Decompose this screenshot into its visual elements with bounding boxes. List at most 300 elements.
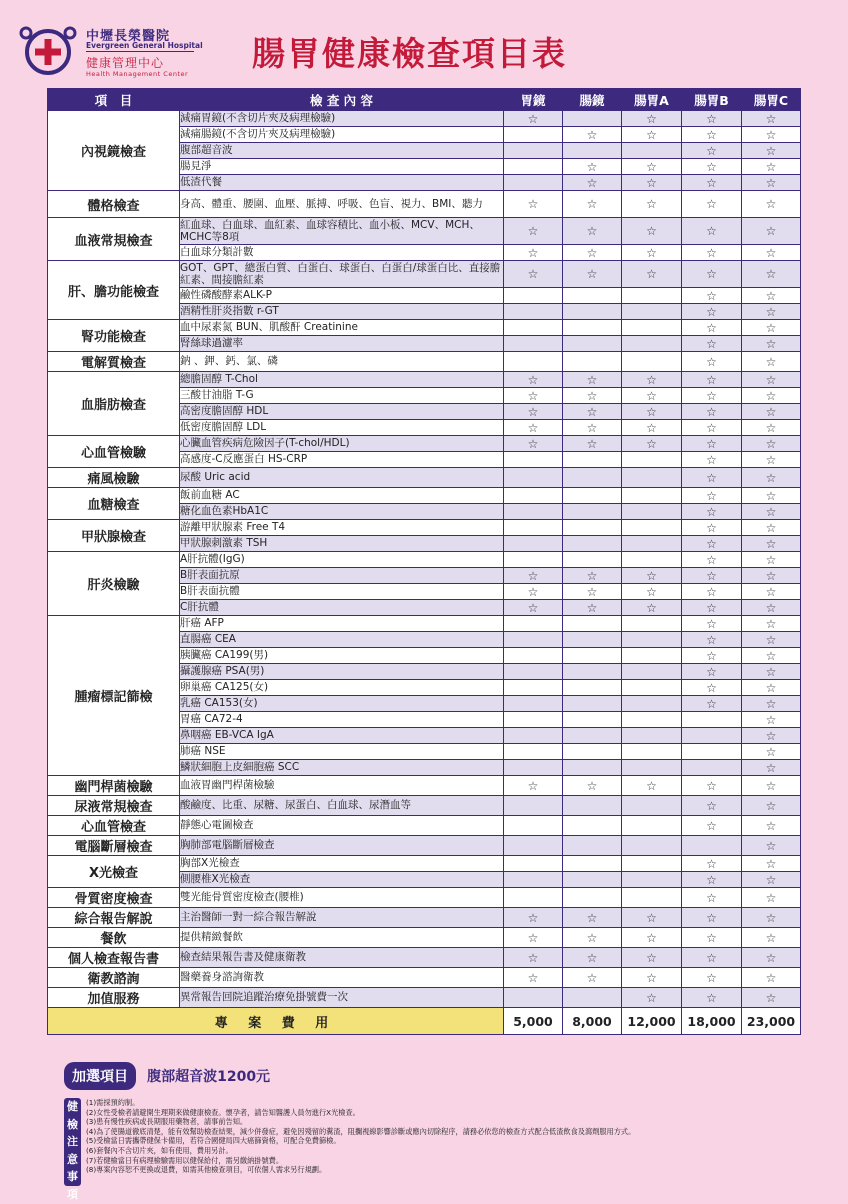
empty-mark	[622, 728, 682, 744]
star-mark: ☆	[504, 776, 563, 796]
star-mark: ☆	[742, 568, 801, 584]
table-row	[48, 352, 801, 372]
empty-mark	[504, 856, 563, 872]
table-row	[48, 191, 801, 218]
item-cell: 鈉 、鉀、鈣、氯、磷	[180, 352, 504, 372]
table-row	[48, 888, 801, 908]
item-cell: 胃癌 CA72-4	[180, 712, 504, 728]
note-item: (8)專案內容恕不更換或退費，如需其他檢查項目，可依個人需求另行規劃。	[86, 1165, 327, 1175]
addon-text: 腹部超音波1200元	[147, 1069, 271, 1085]
empty-mark	[504, 488, 563, 504]
empty-mark	[563, 632, 622, 648]
star-mark: ☆	[682, 372, 742, 388]
category-cell: 骨質密度檢查	[48, 888, 180, 908]
item-cell: GOT、GPT、總蛋白質、白蛋白、球蛋白、白蛋白/球蛋白比、直接膽紅素、間接膽紅素	[180, 261, 504, 288]
star-mark: ☆	[682, 436, 742, 452]
item-cell: 低渣代餐	[180, 175, 504, 191]
table-row	[48, 111, 801, 127]
star-mark: ☆	[682, 127, 742, 143]
star-mark: ☆	[682, 816, 742, 836]
star-mark: ☆	[682, 352, 742, 372]
star-mark: ☆	[504, 568, 563, 584]
star-mark: ☆	[622, 776, 682, 796]
star-mark: ☆	[622, 584, 682, 600]
empty-mark	[504, 836, 563, 856]
star-mark: ☆	[563, 191, 622, 218]
star-mark: ☆	[742, 175, 801, 191]
header-divider	[86, 51, 194, 52]
item-cell: 攝護腺癌 PSA(男)	[180, 664, 504, 680]
empty-mark	[563, 143, 622, 159]
table-row	[48, 968, 801, 988]
star-mark: ☆	[563, 948, 622, 968]
star-mark: ☆	[682, 218, 742, 245]
star-mark: ☆	[504, 111, 563, 127]
star-mark: ☆	[563, 420, 622, 436]
item-cell: 胰臟癌 CA199(男)	[180, 648, 504, 664]
empty-mark	[504, 127, 563, 143]
empty-mark	[622, 352, 682, 372]
item-cell: 紅血球、白血球、血紅素、血球容積比、血小板、MCV、MCH、MCHC等8項	[180, 218, 504, 245]
star-mark: ☆	[622, 908, 682, 928]
empty-mark	[563, 796, 622, 816]
price-cell: 8,000	[563, 1008, 622, 1035]
item-cell: 血中尿素氮 BUN、肌酸酐 Creatinine	[180, 320, 504, 336]
star-mark: ☆	[504, 245, 563, 261]
star-mark: ☆	[742, 776, 801, 796]
empty-mark	[504, 760, 563, 776]
empty-mark	[563, 856, 622, 872]
star-mark: ☆	[682, 680, 742, 696]
star-mark: ☆	[622, 127, 682, 143]
header-content: 檢 查 內 容	[180, 89, 504, 111]
empty-mark	[622, 336, 682, 352]
star-mark: ☆	[563, 127, 622, 143]
star-mark: ☆	[563, 261, 622, 288]
header-colonoscopy: 腸鏡	[563, 89, 622, 111]
table-row	[48, 520, 801, 536]
empty-mark	[504, 143, 563, 159]
star-mark: ☆	[742, 744, 801, 760]
star-mark: ☆	[742, 908, 801, 928]
star-mark: ☆	[742, 159, 801, 175]
star-mark: ☆	[682, 336, 742, 352]
star-mark: ☆	[742, 404, 801, 420]
star-mark: ☆	[742, 436, 801, 452]
star-mark: ☆	[682, 584, 742, 600]
table-row	[48, 908, 801, 928]
table-row	[48, 616, 801, 632]
empty-mark	[504, 888, 563, 908]
star-mark: ☆	[742, 948, 801, 968]
star-mark: ☆	[742, 536, 801, 552]
item-cell: A肝抗體(IgG)	[180, 552, 504, 568]
empty-mark	[563, 111, 622, 127]
empty-mark	[504, 159, 563, 175]
star-mark: ☆	[682, 261, 742, 288]
table-row	[48, 261, 801, 288]
empty-mark	[622, 488, 682, 504]
star-mark: ☆	[563, 245, 622, 261]
item-cell: 腸見淨	[180, 159, 504, 175]
category-cell: 肝、膽功能檢查	[48, 261, 180, 320]
star-mark: ☆	[682, 632, 742, 648]
star-mark: ☆	[742, 336, 801, 352]
header-package-c: 腸胃C	[742, 89, 801, 111]
empty-mark	[622, 744, 682, 760]
star-mark: ☆	[504, 908, 563, 928]
empty-mark	[622, 760, 682, 776]
empty-mark	[504, 632, 563, 648]
empty-mark	[622, 856, 682, 872]
star-mark: ☆	[682, 288, 742, 304]
star-mark: ☆	[622, 404, 682, 420]
empty-mark	[504, 616, 563, 632]
empty-mark	[563, 712, 622, 728]
item-cell: 腹部超音波	[180, 143, 504, 159]
star-mark: ☆	[742, 143, 801, 159]
category-cell: X光檢查	[48, 856, 180, 888]
empty-mark	[563, 468, 622, 488]
item-cell: 心臟血管疾病危險因子(T-chol/HDL)	[180, 436, 504, 452]
item-cell: 腎絲球過濾率	[180, 336, 504, 352]
empty-mark	[622, 632, 682, 648]
empty-mark	[622, 796, 682, 816]
item-cell: 肝癌 AFP	[180, 616, 504, 632]
item-cell: 總膽固醇 T-Chol	[180, 372, 504, 388]
empty-mark	[622, 536, 682, 552]
price-cell: 5,000	[504, 1008, 563, 1035]
item-cell: 醫藥養身諮詢衛教	[180, 968, 504, 988]
star-mark: ☆	[682, 388, 742, 404]
star-mark: ☆	[504, 436, 563, 452]
empty-mark	[504, 452, 563, 468]
star-mark: ☆	[742, 988, 801, 1008]
empty-mark	[504, 304, 563, 320]
star-mark: ☆	[622, 948, 682, 968]
category-cell: 血脂肪檢查	[48, 372, 180, 436]
star-mark: ☆	[682, 420, 742, 436]
empty-mark	[682, 744, 742, 760]
star-mark: ☆	[682, 648, 742, 664]
price-cell: 18,000	[682, 1008, 742, 1035]
star-mark: ☆	[682, 111, 742, 127]
star-mark: ☆	[742, 488, 801, 504]
empty-mark	[504, 712, 563, 728]
empty-mark	[682, 760, 742, 776]
notes-tag: 健檢注意事項	[64, 1098, 81, 1186]
star-mark: ☆	[563, 776, 622, 796]
empty-mark	[504, 664, 563, 680]
empty-mark	[622, 552, 682, 568]
empty-mark	[622, 712, 682, 728]
star-mark: ☆	[742, 836, 801, 856]
center-name: 健康管理中心	[86, 56, 165, 70]
empty-mark	[563, 872, 622, 888]
category-cell: 血液常規檢查	[48, 218, 180, 261]
table-header-row	[48, 89, 801, 111]
notes-list	[86, 1098, 826, 1175]
note-item: (3)患有慢性疾病或長期服用藥物者，請事前告知。	[86, 1117, 248, 1127]
page-title: 腸胃健康檢查項目表	[252, 34, 567, 73]
category-cell: 腎功能檢查	[48, 320, 180, 352]
star-mark: ☆	[682, 888, 742, 908]
star-mark: ☆	[622, 111, 682, 127]
addon-section	[64, 1062, 270, 1090]
star-mark: ☆	[563, 388, 622, 404]
hospital-logo-icon	[18, 24, 78, 76]
category-cell: 心血管檢驗	[48, 436, 180, 468]
empty-mark	[622, 304, 682, 320]
star-mark: ☆	[622, 388, 682, 404]
empty-mark	[504, 988, 563, 1008]
star-mark: ☆	[622, 988, 682, 1008]
star-mark: ☆	[742, 760, 801, 776]
star-mark: ☆	[742, 352, 801, 372]
star-mark: ☆	[742, 728, 801, 744]
table-row	[48, 796, 801, 816]
item-cell: 白血球分類計數	[180, 245, 504, 261]
item-cell: 鹼性磷酸酵素ALK-P	[180, 288, 504, 304]
star-mark: ☆	[504, 261, 563, 288]
star-mark: ☆	[682, 191, 742, 218]
item-cell: 高密度膽固醇 HDL	[180, 404, 504, 420]
empty-mark	[622, 872, 682, 888]
empty-mark	[563, 888, 622, 908]
empty-mark	[504, 696, 563, 712]
item-cell: 檢查結果報告書及健康衛教	[180, 948, 504, 968]
empty-mark	[563, 680, 622, 696]
item-cell: 糖化血色素HbA1C	[180, 504, 504, 520]
empty-mark	[563, 988, 622, 1008]
empty-mark	[682, 728, 742, 744]
star-mark: ☆	[622, 968, 682, 988]
star-mark: ☆	[682, 320, 742, 336]
star-mark: ☆	[563, 436, 622, 452]
star-mark: ☆	[742, 696, 801, 712]
star-mark: ☆	[682, 968, 742, 988]
item-cell: 酒精性肝炎指數 r-GT	[180, 304, 504, 320]
star-mark: ☆	[742, 372, 801, 388]
star-mark: ☆	[742, 245, 801, 261]
star-mark: ☆	[742, 504, 801, 520]
empty-mark	[622, 816, 682, 836]
star-mark: ☆	[742, 632, 801, 648]
star-mark: ☆	[742, 468, 801, 488]
item-cell: 異常報告回院追蹤治療免掛號費一次	[180, 988, 504, 1008]
empty-mark	[563, 320, 622, 336]
hospital-name-en: Evergreen General Hospital	[86, 41, 203, 50]
star-mark: ☆	[742, 968, 801, 988]
star-mark: ☆	[682, 856, 742, 872]
item-cell: B肝表面抗原	[180, 568, 504, 584]
star-mark: ☆	[742, 111, 801, 127]
star-mark: ☆	[742, 888, 801, 908]
empty-mark	[622, 468, 682, 488]
star-mark: ☆	[742, 520, 801, 536]
empty-mark	[563, 352, 622, 372]
star-mark: ☆	[622, 928, 682, 948]
item-cell: 胸肺部電腦斷層檢查	[180, 836, 504, 856]
empty-mark	[622, 648, 682, 664]
star-mark: ☆	[742, 261, 801, 288]
star-mark: ☆	[742, 320, 801, 336]
star-mark: ☆	[504, 191, 563, 218]
item-cell: 鱗狀細胞上皮細胞癌 SCC	[180, 760, 504, 776]
star-mark: ☆	[682, 175, 742, 191]
empty-mark	[563, 696, 622, 712]
star-mark: ☆	[622, 175, 682, 191]
item-cell: 鼻咽癌 EB-VCA IgA	[180, 728, 504, 744]
star-mark: ☆	[742, 552, 801, 568]
star-mark: ☆	[622, 600, 682, 616]
star-mark: ☆	[504, 928, 563, 948]
star-mark: ☆	[682, 552, 742, 568]
empty-mark	[504, 352, 563, 372]
empty-mark	[563, 288, 622, 304]
star-mark: ☆	[682, 304, 742, 320]
empty-mark	[622, 288, 682, 304]
empty-mark	[563, 648, 622, 664]
empty-mark	[682, 712, 742, 728]
table-row	[48, 776, 801, 796]
star-mark: ☆	[622, 436, 682, 452]
item-cell: 減痛腸鏡(不含切片夾及病理檢驗)	[180, 127, 504, 143]
header-gastroscopy: 胃鏡	[504, 89, 563, 111]
item-cell: C肝抗體	[180, 600, 504, 616]
category-cell: 衛教諮詢	[48, 968, 180, 988]
star-mark: ☆	[682, 948, 742, 968]
empty-mark	[622, 836, 682, 856]
item-cell: 甲狀腺刺激素 TSH	[180, 536, 504, 552]
star-mark: ☆	[682, 520, 742, 536]
star-mark: ☆	[622, 568, 682, 584]
empty-mark	[622, 664, 682, 680]
item-cell: 胸部X光檢查	[180, 856, 504, 872]
star-mark: ☆	[563, 968, 622, 988]
table-row	[48, 552, 801, 568]
empty-mark	[563, 728, 622, 744]
star-mark: ☆	[742, 584, 801, 600]
item-cell: 提供精緻餐飲	[180, 928, 504, 948]
empty-mark	[563, 536, 622, 552]
item-cell: 靜態心電圖檢查	[180, 816, 504, 836]
empty-mark	[563, 304, 622, 320]
star-mark: ☆	[682, 908, 742, 928]
star-mark: ☆	[682, 696, 742, 712]
item-cell: 飯前血糖 AC	[180, 488, 504, 504]
table-row	[48, 320, 801, 336]
item-cell: 卵巢癌 CA125(女)	[180, 680, 504, 696]
category-cell: 腫瘤標記篩檢	[48, 616, 180, 776]
checkup-table	[47, 88, 801, 1035]
empty-mark	[504, 872, 563, 888]
item-cell: 肺癌 NSE	[180, 744, 504, 760]
empty-mark	[563, 488, 622, 504]
item-cell: 側腰椎X光檢查	[180, 872, 504, 888]
category-cell: 電解質檢查	[48, 352, 180, 372]
note-item: (1)需採預約制。	[86, 1098, 140, 1107]
star-mark: ☆	[682, 928, 742, 948]
item-cell: 游離甲狀腺素 Free T4	[180, 520, 504, 536]
item-cell: 低密度膽固醇 LDL	[180, 420, 504, 436]
empty-mark	[504, 175, 563, 191]
item-cell: 直腸癌 CEA	[180, 632, 504, 648]
star-mark: ☆	[742, 872, 801, 888]
star-mark: ☆	[742, 680, 801, 696]
empty-mark	[504, 796, 563, 816]
empty-mark	[504, 336, 563, 352]
empty-mark	[563, 816, 622, 836]
star-mark: ☆	[622, 420, 682, 436]
star-mark: ☆	[682, 404, 742, 420]
star-mark: ☆	[622, 245, 682, 261]
star-mark: ☆	[742, 218, 801, 245]
star-mark: ☆	[504, 600, 563, 616]
empty-mark	[563, 504, 622, 520]
empty-mark	[622, 696, 682, 712]
table-row	[48, 468, 801, 488]
note-item: (6)套餐內不含切片夾，如有使用，費用另計。	[86, 1145, 233, 1155]
table-row	[48, 218, 801, 245]
empty-mark	[622, 680, 682, 696]
item-cell: 酸鹼度、比重、尿糖、尿蛋白、白血球、尿潛血等	[180, 796, 504, 816]
category-cell: 個人檢查報告書	[48, 948, 180, 968]
price-cell: 12,000	[622, 1008, 682, 1035]
category-cell: 幽門桿菌檢驗	[48, 776, 180, 796]
item-cell: 雙光能骨質密度檢查(腰椎)	[180, 888, 504, 908]
star-mark: ☆	[682, 468, 742, 488]
star-mark: ☆	[682, 536, 742, 552]
star-mark: ☆	[682, 452, 742, 468]
empty-mark	[622, 320, 682, 336]
table-row	[48, 488, 801, 504]
star-mark: ☆	[742, 388, 801, 404]
category-cell: 內視鏡檢查	[48, 111, 180, 191]
star-mark: ☆	[563, 600, 622, 616]
note-item: (2)女性受檢者請避開生理期來做健康檢查。懷孕者，請告知醫護人員勿進行X光檢查。	[86, 1107, 360, 1117]
star-mark: ☆	[504, 968, 563, 988]
empty-mark	[504, 552, 563, 568]
category-cell: 綜合報告解說	[48, 908, 180, 928]
category-cell: 痛風檢驗	[48, 468, 180, 488]
star-mark: ☆	[504, 404, 563, 420]
center-name-en: Health Management Center	[86, 70, 189, 78]
star-mark: ☆	[563, 584, 622, 600]
star-mark: ☆	[682, 600, 742, 616]
empty-mark	[504, 648, 563, 664]
star-mark: ☆	[504, 948, 563, 968]
empty-mark	[622, 616, 682, 632]
addon-badge: 加選項目	[64, 1062, 136, 1090]
category-cell: 電腦斷層檢查	[48, 836, 180, 856]
item-cell: 尿酸 Uric acid	[180, 468, 504, 488]
table-row	[48, 928, 801, 948]
star-mark: ☆	[742, 420, 801, 436]
star-mark: ☆	[742, 452, 801, 468]
empty-mark	[563, 336, 622, 352]
fee-label: 專 案 費 用	[48, 1008, 504, 1035]
empty-mark	[622, 452, 682, 468]
empty-mark	[563, 520, 622, 536]
star-mark: ☆	[682, 664, 742, 680]
star-mark: ☆	[682, 568, 742, 584]
star-mark: ☆	[622, 159, 682, 175]
item-cell: 血液胃幽門桿菌檢驗	[180, 776, 504, 796]
star-mark: ☆	[504, 388, 563, 404]
empty-mark	[563, 616, 622, 632]
note-item: (5)受檢當日需攜帶健保卡備用，若符合國健局四大癌篩資格，可配合免費篩檢。	[86, 1136, 341, 1146]
